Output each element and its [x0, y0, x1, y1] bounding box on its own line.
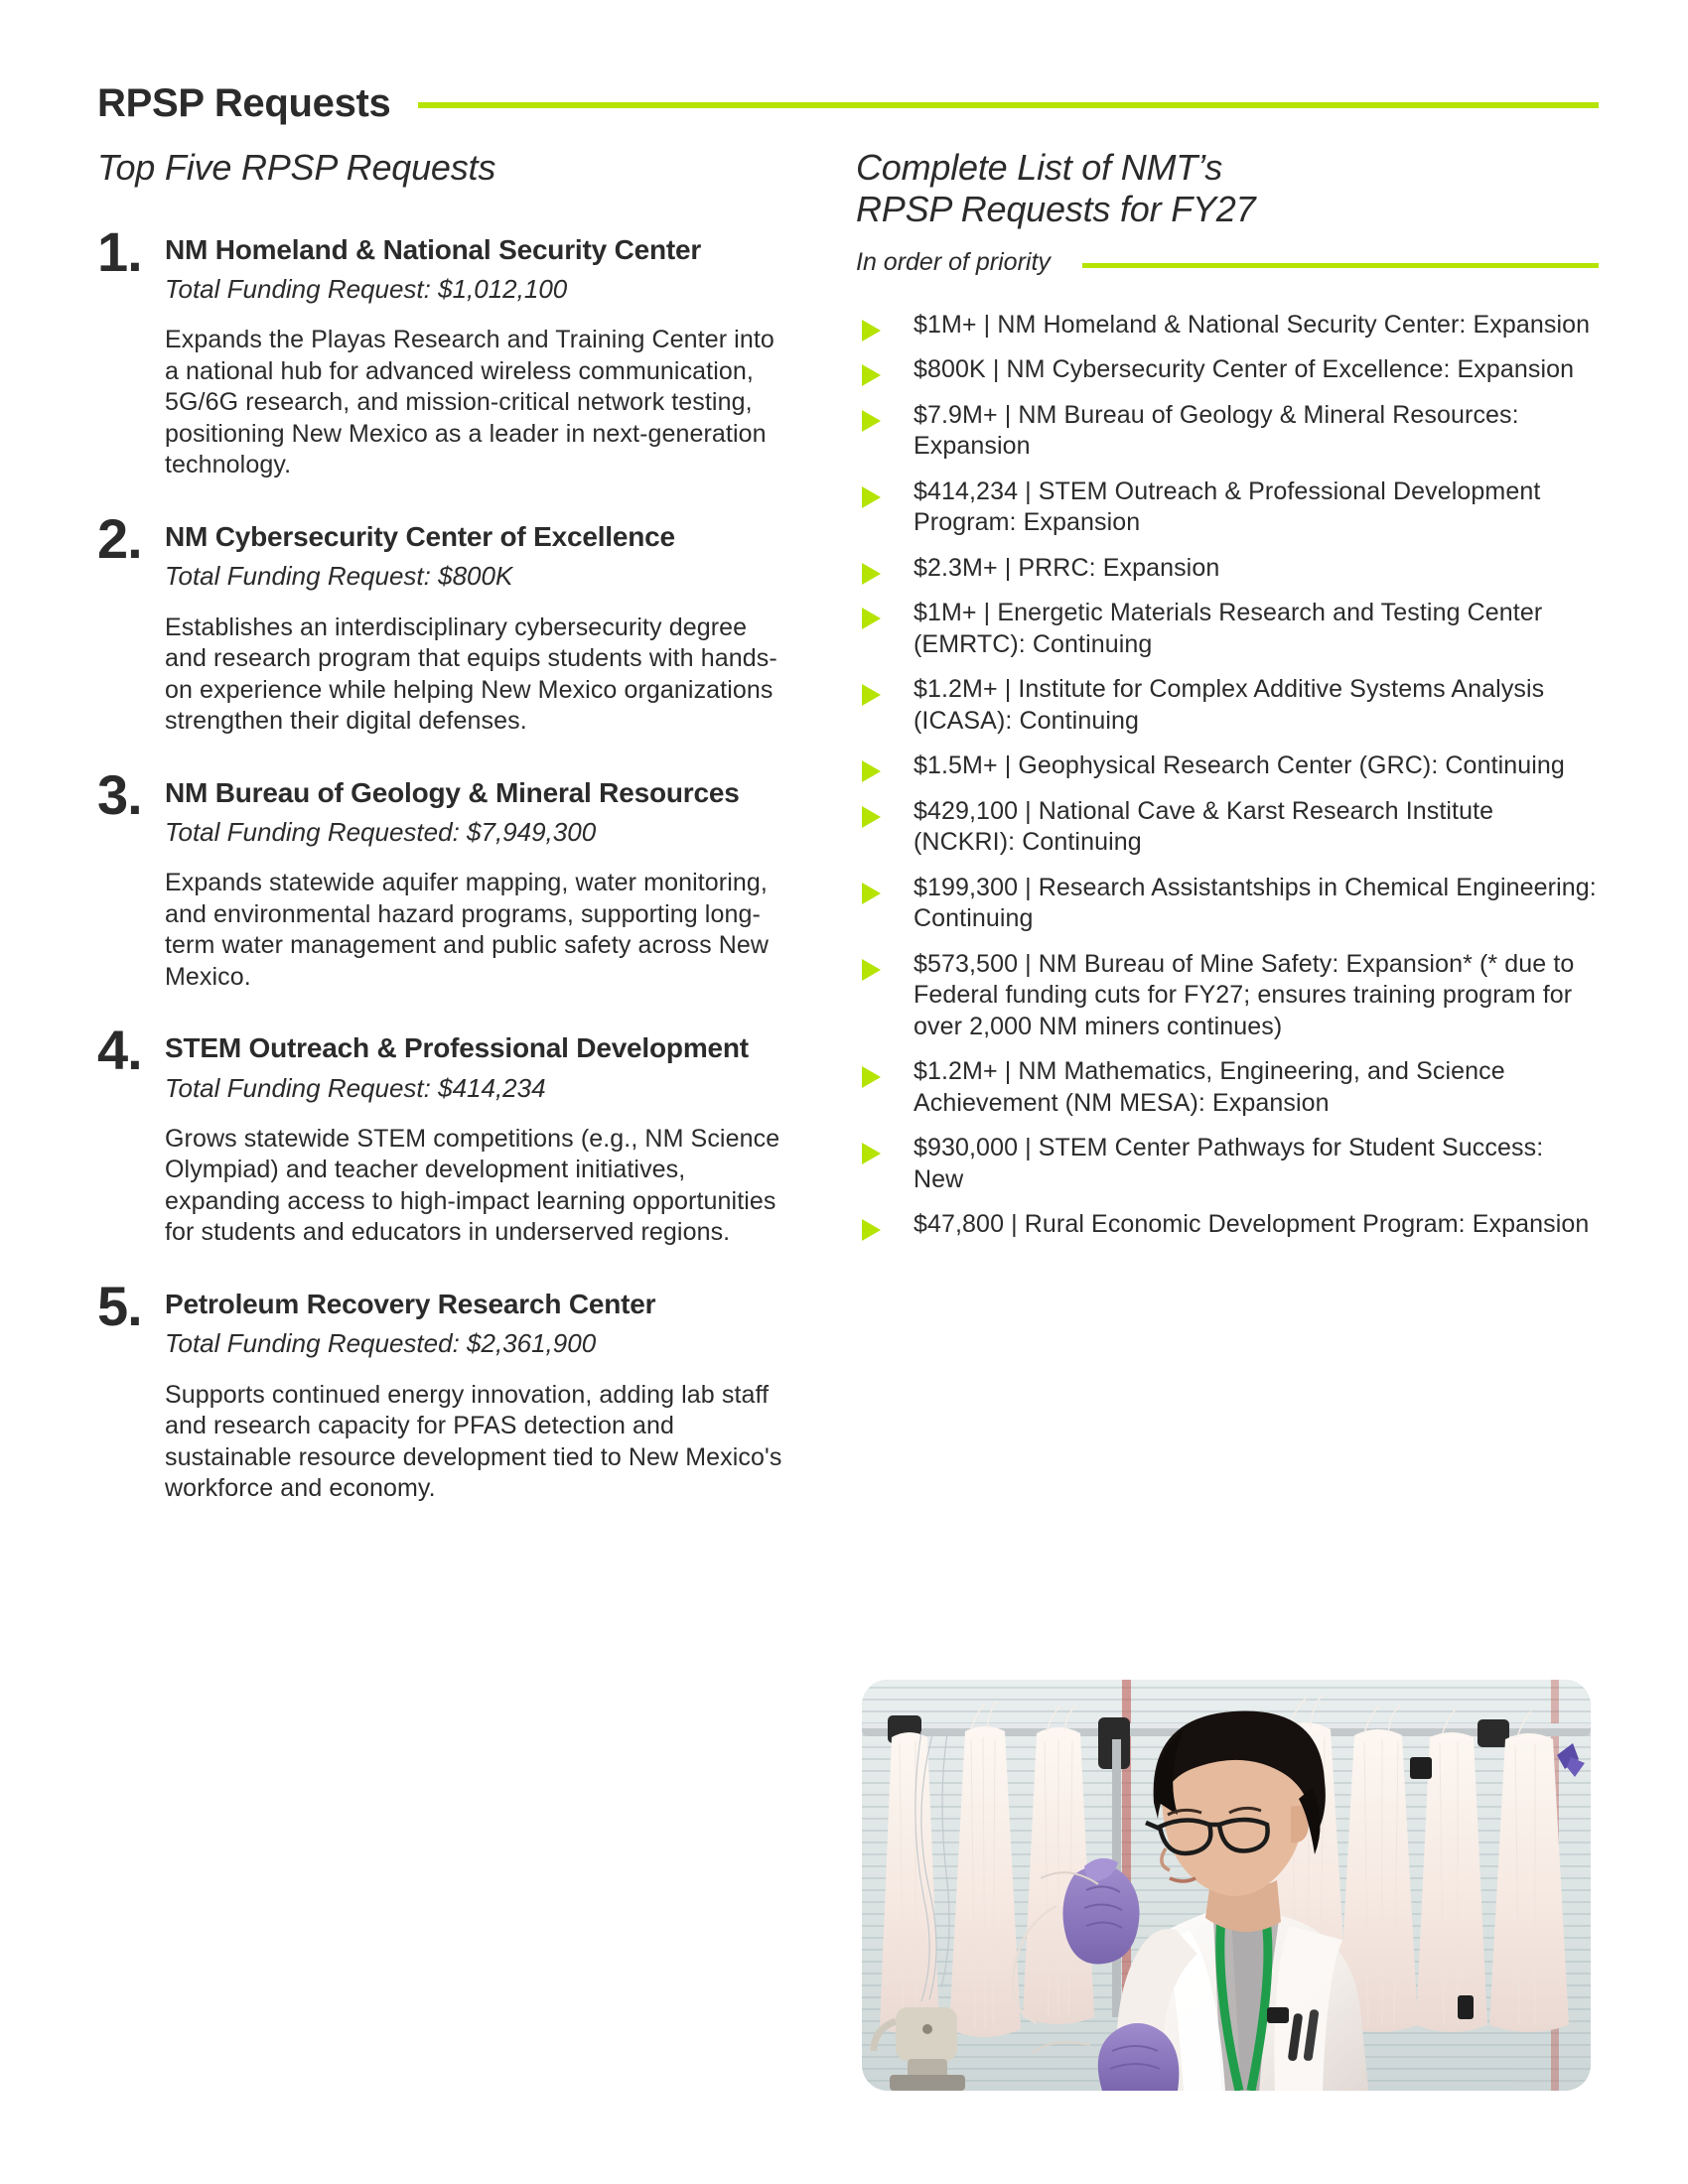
- left-column: [97, 147, 782, 1505]
- list-item: [856, 873, 1599, 935]
- item-funding-amount: Total Funding Request: $1,012,100: [165, 274, 568, 305]
- triangle-bullet-icon: [862, 410, 881, 432]
- list-item-label: $1.5M+ | Geophysical Research Center (GRC): Continuing: [914, 751, 1565, 779]
- list-item: [856, 796, 1599, 859]
- item-number: 5.: [97, 1274, 142, 1337]
- right-column-title-line2: RPSP Requests for FY27: [856, 188, 1256, 229]
- list-item-label: $429,100 | National Cave & Karst Research Institute (NCKRI): Continuing: [914, 796, 1494, 856]
- page-title: RPSP Requests: [97, 80, 391, 125]
- right-column: [856, 147, 1599, 1255]
- list-item: [856, 1209, 1599, 1241]
- item-funding-amount: Total Funding Requested: $2,361,900: [165, 1328, 597, 1359]
- triangle-bullet-icon: [862, 959, 881, 981]
- list-item: [856, 354, 1599, 386]
- item-number: 3.: [97, 762, 142, 826]
- item-title: NM Homeland & National Security Center: [165, 233, 702, 265]
- priority-label: In order of priority: [856, 248, 1051, 276]
- triangle-bullet-icon: [862, 364, 881, 386]
- item-description: Grows statewide STEM competitions (e.g., NM Science Olympiad) and teacher development initiatives, expanding access to high-impact learning opportunities for students and educators in underserved regions.: [165, 1124, 780, 1247]
- item-funding-amount: Total Funding Request: $414,234: [165, 1072, 546, 1103]
- top-five-item: [97, 506, 782, 738]
- left-column-title: Top Five RPSP Requests: [97, 147, 496, 188]
- list-item: [856, 477, 1599, 539]
- item-description: Expands the Playas Research and Training Center into a national hub for advanced wireless communication, 5G/6G research, and mission-critical network testing, positioning New Mexico as a leader in next-generation technology.: [165, 326, 774, 479]
- list-item-label: $573,500 | NM Bureau of Mine Safety: Expansion* (* due to Federal funding cuts for FY27; ensures training program for over 2,000 NM miners continues): [914, 949, 1575, 1040]
- triangle-bullet-icon: [862, 806, 881, 828]
- list-item-label: $199,300 | Research Assistantships in Chemical Engineering: Continuing: [914, 873, 1597, 932]
- triangle-bullet-icon: [862, 608, 881, 629]
- item-number: 2.: [97, 506, 142, 570]
- header-accent-rule: [418, 102, 1599, 108]
- list-item-label: $1.2M+ | NM Mathematics, Engineering, and Science Achievement (NM MESA): Expansion: [914, 1057, 1505, 1117]
- list-item: [856, 751, 1599, 782]
- list-item-label: $7.9M+ | NM Bureau of Geology & Mineral Resources: Expansion: [914, 400, 1519, 460]
- list-item: [856, 598, 1599, 660]
- triangle-bullet-icon: [862, 684, 881, 706]
- lab-photo-illustration: [862, 1680, 1591, 2091]
- item-description: Expands statewide aquifer mapping, water monitoring, and environmental hazard programs, supporting long-term water management and public safety across New Mexico.: [165, 869, 770, 991]
- list-item: [856, 553, 1599, 585]
- list-item: [856, 400, 1599, 463]
- lab-researcher-photo: [862, 1680, 1591, 2091]
- triangle-bullet-icon: [862, 883, 881, 904]
- right-column-title-line1: Complete List of NMT’s: [856, 147, 1223, 188]
- item-title: NM Cybersecurity Center of Excellence: [165, 520, 675, 552]
- list-item-label: $1M+ | NM Homeland & National Security Center: Expansion: [914, 310, 1591, 339]
- complete-request-list: [856, 310, 1599, 1241]
- item-funding-amount: Total Funding Request: $800K: [165, 561, 513, 592]
- list-item-label: $414,234 | STEM Outreach & Professional Development Program: Expansion: [914, 477, 1541, 536]
- top-five-item: [97, 762, 782, 994]
- list-item-label: $47,800 | Rural Economic Development Program: Expansion: [914, 1210, 1590, 1238]
- item-title: Petroleum Recovery Research Center: [165, 1288, 656, 1319]
- item-title: STEM Outreach & Professional Development: [165, 1032, 749, 1064]
- item-description: Supports continued energy innovation, adding lab staff and research capacity for PFAS detection and sustainable resource development tied to New Mexico's workforce and economy.: [165, 1380, 782, 1503]
- item-title: NM Bureau of Geology & Mineral Resources: [165, 776, 740, 808]
- top-five-item: [97, 219, 782, 481]
- top-five-item: [97, 1274, 782, 1505]
- triangle-bullet-icon: [862, 760, 881, 782]
- triangle-bullet-icon: [862, 320, 881, 341]
- list-item: [856, 310, 1599, 341]
- page-header: [97, 77, 1599, 129]
- list-item-label: $1M+ | Energetic Materials Research and Testing Center (EMRTC): Continuing: [914, 599, 1543, 658]
- item-number: 1.: [97, 219, 142, 283]
- triangle-bullet-icon: [862, 1143, 881, 1164]
- item-funding-amount: Total Funding Requested: $7,949,300: [165, 817, 597, 848]
- triangle-bullet-icon: [862, 486, 881, 508]
- priority-accent-rule: [1082, 263, 1599, 268]
- list-item-label: $800K | NM Cybersecurity Center of Excellence: Expansion: [914, 355, 1575, 383]
- list-item-label: $2.3M+ | PRRC: Expansion: [914, 553, 1220, 582]
- list-item: [856, 1133, 1599, 1195]
- list-item-label: $930,000 | STEM Center Pathways for Student Success: New: [914, 1134, 1544, 1193]
- triangle-bullet-icon: [862, 1219, 881, 1241]
- top-five-item: [97, 1019, 782, 1249]
- list-item-label: $1.2M+ | Institute for Complex Additive Systems Analysis (ICASA): Continuing: [914, 675, 1545, 735]
- triangle-bullet-icon: [862, 563, 881, 585]
- item-description: Establishes an interdisciplinary cybersecurity degree and research program that equips students with hands-on experience while helping New Mexico organizations strengthen their digital defenses.: [165, 613, 777, 736]
- priority-subheading-row: [856, 246, 1599, 280]
- list-item: [856, 674, 1599, 737]
- list-item: [856, 1056, 1599, 1119]
- item-number: 4.: [97, 1019, 142, 1082]
- list-item: [856, 949, 1599, 1043]
- top-five-list: [97, 219, 782, 1505]
- triangle-bullet-icon: [862, 1066, 881, 1088]
